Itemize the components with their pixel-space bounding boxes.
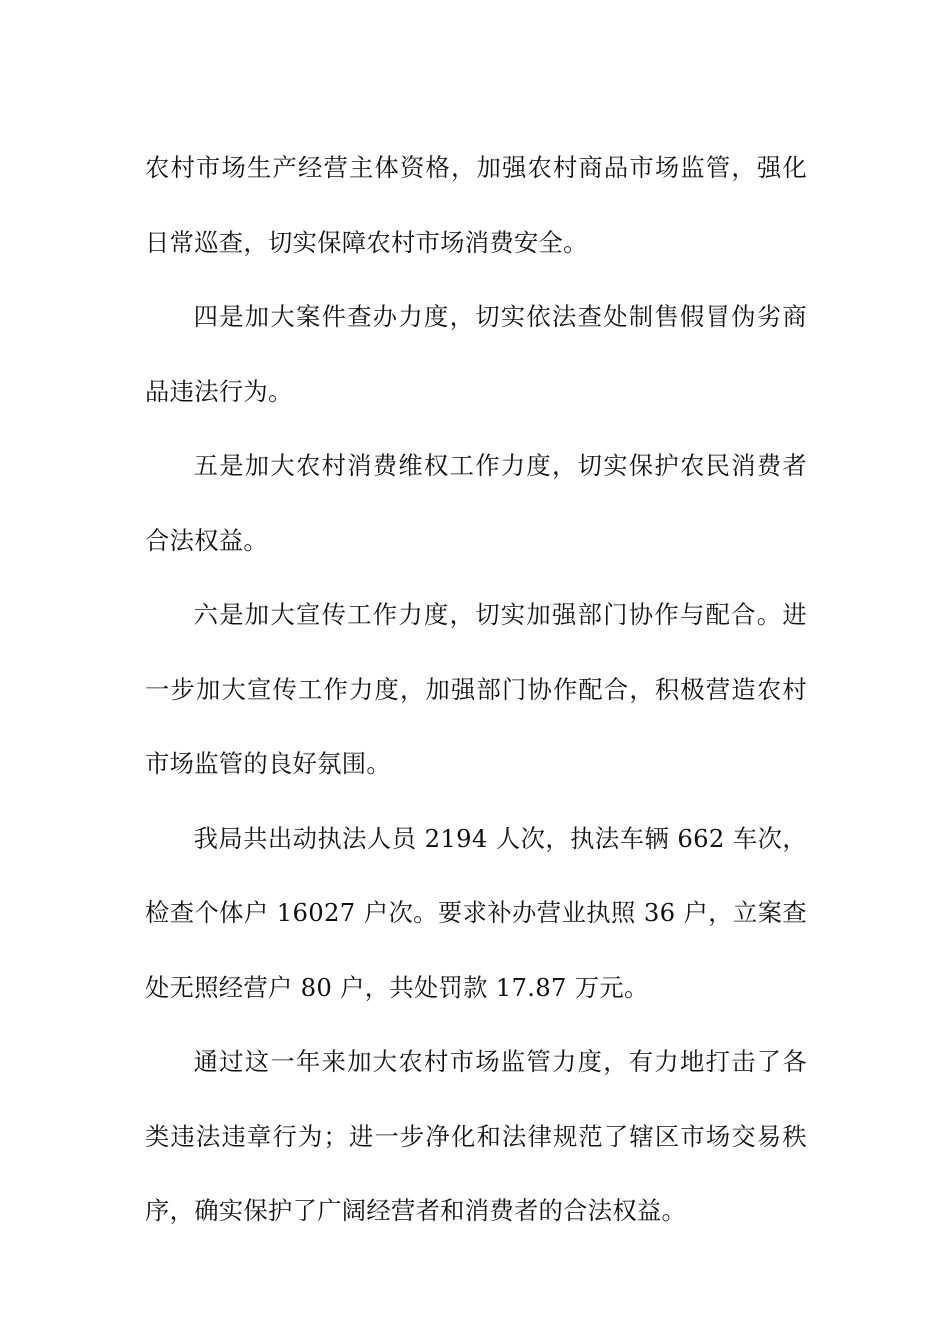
paragraph-6: 通过这一年来加大农村市场监管力度，有力地打击了各类违法违章行为；进一步净化和法律规范了辖区市场交易秩序，确实保护了广阔经营者和消费者的合法权益。 xyxy=(145,1047,807,1225)
paragraph-5: 我局共出动执法人员 2194 人次，执法车辆 662 车次，检查个体户 16027 户次。要求补办营业执照 36 户，立案查处无照经营户 80 户，共处罚款 17.87 万元。 xyxy=(145,823,807,1002)
document-body xyxy=(145,131,807,1249)
paragraph-2: 四是加大案件查办力度，切实依法查处制售假冒伪劣商品违法行为。 xyxy=(145,302,807,406)
paragraph-3: 五是加大农村消费维权工作力度，切实保护农民消费者合法权益。 xyxy=(145,451,807,555)
paragraph-4: 六是加大宣传工作力度，切实加强部门协作与配合。进一步加大宣传工作力度，加强部门协作配合，积极营造农村市场监管的良好氛围。 xyxy=(145,600,807,778)
paragraph-1: 农村市场生产经营主体资格，加强农村商品市场监管，强化日常巡查，切实保障农村市场消费安全。 xyxy=(145,153,807,257)
